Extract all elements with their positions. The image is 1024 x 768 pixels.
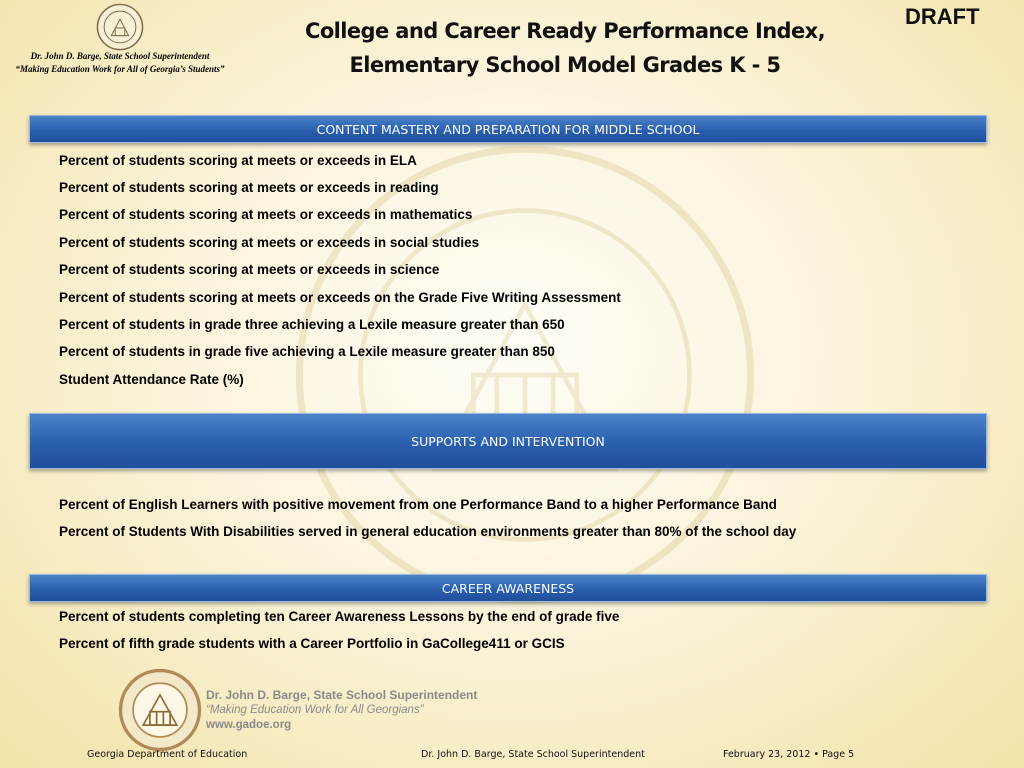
list-item: Percent of students scoring at meets or exceeds on the Grade Five Writing Assessment: [59, 290, 621, 305]
list-item: Percent of students scoring at meets or exceeds in ELA: [59, 153, 417, 168]
list-item: Percent of fifth grade students with a Career Portfolio in GaCollege411 or GCIS: [59, 636, 565, 651]
section-bar-career-awareness: [29, 574, 987, 602]
footer-right: February 23, 2012 • Page 5: [723, 749, 855, 760]
list-item: Percent of students in grade five achieving a Lexile measure greater than 850: [59, 344, 555, 359]
motto-line: “Making Education Work for All of Georgia’s Students”: [15, 64, 225, 74]
section-bar-supports-intervention: [29, 413, 987, 469]
section-heading: SUPPORTS AND INTERVENTION: [411, 434, 605, 449]
title-line-2: Elementary School Model Grades K - 5: [349, 53, 781, 77]
list-item: Percent of English Learners with positive movement from one Performance Band to a higher Performance Band: [59, 497, 777, 512]
list-item: Percent of students scoring at meets or exceeds in reading: [59, 180, 439, 195]
list-item: Percent of students scoring at meets or exceeds in mathematics: [59, 207, 473, 222]
page-title: [250, 14, 880, 82]
list-item: Percent of students in grade three achieving a Lexile measure greater than 650: [59, 317, 565, 332]
draft-label: DRAFT: [905, 4, 980, 29]
list-item: Percent of students completing ten Career Awareness Lessons by the end of grade five: [59, 609, 620, 624]
section-bar-content-mastery: [29, 115, 987, 143]
section-heading: CAREER AWARENESS: [441, 581, 575, 596]
list-item: Student Attendance Rate (%): [59, 372, 244, 387]
section-heading: CONTENT MASTERY AND PREPARATION FOR MIDDLE SCHOOL: [316, 122, 700, 137]
footer-left: Georgia Department of Education: [87, 749, 248, 760]
list-item: Percent of Students With Disabilities served in general education environments greater than 80% of the school day: [59, 524, 797, 539]
title-line-1: College and Career Ready Performance Index,: [305, 19, 825, 43]
georgia-doe-logo-icon: [118, 668, 202, 752]
georgia-doe-seal-icon: [96, 3, 144, 51]
footer-center: Dr. John D. Barge, State School Superintendent: [421, 749, 645, 760]
logo-quote: “Making Education Work for All Georgians”: [206, 704, 424, 716]
superintendent-line: Dr. John D. Barge, State School Superintendent: [30, 51, 210, 61]
list-item: Percent of students scoring at meets or exceeds in social studies: [59, 235, 480, 250]
list-item: Percent of students scoring at meets or exceeds in science: [59, 262, 440, 277]
logo-superintendent-name: Dr. John D. Barge, State School Superintendent: [206, 688, 478, 702]
logo-url: www.gadoe.org: [206, 719, 292, 731]
